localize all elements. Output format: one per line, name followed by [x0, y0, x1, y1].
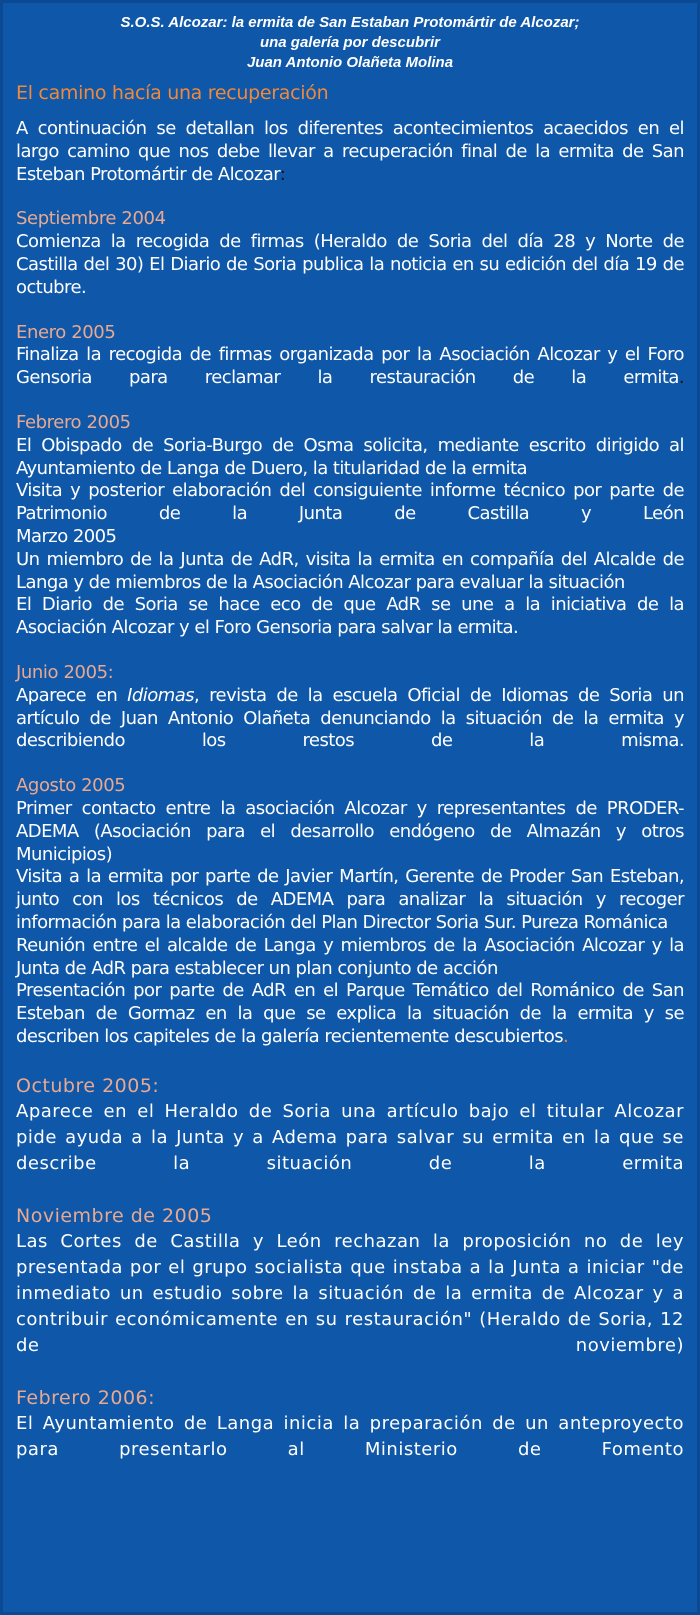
intro-colon: : [279, 163, 286, 185]
entry-text-body: Finaliza la recogida de firmas organizada por la Asociación Alcozar y el Foro Gensoria para reclamar la restauración de la ermita [16, 344, 684, 389]
entry-oct-2005 [16, 1073, 684, 1177]
section-heading: El camino hacía una recuperación [16, 82, 329, 104]
entry-text: Comienza la recogida de firmas (Heraldo de Soria del día 28 y Norte de Castilla del 30) El Diario de Soria publica la noticia en su edición del día 19 de octubre. [16, 231, 684, 298]
entry-ene-2005 [16, 322, 684, 390]
header-title-line1: S.O.S. Alcozar: la ermita de San Estaban Protomártir de Alcozar; [120, 14, 580, 31]
entry-text [16, 685, 684, 753]
intro-paragraph [16, 118, 684, 186]
entry-text-dot: . [563, 1025, 569, 1047]
entry-text: Visita a la ermita por parte de Javier Martín, Gerente de Proder San Esteban, junto con los técnicos de ADEMA para analizar la situación y recoger información para la elaboración del Plan Director Soria Sur. Pureza Románica [16, 866, 684, 933]
entry-text-pre: Aparece en [16, 684, 128, 706]
entry-date: Junio 2005: [16, 661, 114, 683]
entry-text-dot: . [678, 367, 684, 389]
entry-text-body: Presentación por parte de AdR en el Parque Temático del Románico de San Esteban de Gormaz en la que se explica la situación de la ermita y se describen los capiteles de la galería recientemente descubiertos [16, 980, 684, 1047]
entry-nov-2005 [16, 1203, 684, 1359]
header-author: Juan Antonio Olañeta Molina [246, 54, 454, 71]
entry-text [16, 980, 684, 1048]
entry-feb-2006 [16, 1385, 684, 1463]
entry-text: Reunión entre el alcalde de Langa y miembros de la Asociación Alcozar y la Junta de AdR para establecer un plan conjunto de acción [16, 934, 684, 979]
entry-text: El Obispado de Soria-Burgo de Osma solicita, mediante escrito dirigido al Ayuntamiento de Langa de Duero, la titularidad de la ermita [16, 434, 684, 479]
entry-text: Un miembro de la Junta de AdR, visita la ermita en compañía del Alcalde de Langa y de miembros de la Asociación Alcozar para evaluar la situación [16, 548, 684, 593]
entry-text: El Diario de Soria se hace eco de que AdR se une a la iniciativa de la Asociación Alcozar y el Foro Gensoria para salvar la ermita. [16, 594, 684, 639]
entry-jun-2005 [16, 662, 684, 753]
entry-feb-2005 [16, 412, 684, 640]
header-title-line2: una galería por descubrir [259, 34, 441, 51]
entry-text: Las Cortes de Castilla y León rechazan la proposición no de ley presentada por el grupo socialista que instaba a la Junta a iniciar "de inmediato un estudio sobre la situación de la ermita de Alcozar y a contribuir económicamente en su restauración" (Heraldo de Soria, 12 de noviembre) [16, 1230, 684, 1356]
entry-text: Visita y posterior elaboración del consiguiente informe técnico por parte de Patrimonio de la Junta de Castilla y León [16, 480, 684, 525]
entry-date: Febrero 2005 [16, 411, 131, 433]
entry-ago-2005 [16, 775, 684, 1049]
entry-text [16, 344, 684, 390]
entry-date: Noviembre de 2005 [16, 1204, 213, 1227]
entry-date: Octubre 2005: [16, 1074, 160, 1097]
entry-text-magazine: Idiomas [127, 684, 195, 706]
entry-text: El Ayuntamiento de Langa inicia la preparación de un anteproyecto para presentarlo al Ministerio de Fomento [16, 1412, 684, 1460]
entry-date: Agosto 2005 [16, 775, 126, 797]
intro-text: A continuación se detallan los diferentes acontecimientos acaecidos en el largo camino que nos debe llevar a recuperación final de la ermita de San Esteban Protomártir de Alcozar [16, 118, 684, 185]
article-header [16, 13, 684, 73]
entry-text-marzo: Marzo 2005 [16, 525, 117, 547]
entry-text: Aparece en el Heraldo de Soria una artículo bajo el titular Alcozar pide ayuda a la Junta y a Adema para salvar su ermita en la que se describe la situación de la ermita [16, 1100, 684, 1174]
entry-text: Primer contacto entre la asociación Alcozar y representantes de PRODER-ADEMA (Asociación para el desarrollo endógeno de Almazán y otros Municipios) [16, 797, 684, 865]
entry-date: Febrero 2006: [16, 1386, 156, 1409]
entry-sep-2004 [16, 208, 684, 299]
entry-text-post: , revista de la escuela Oficial de Idiomas de Soria un artículo de Juan Antonio Olañeta denunciando la situación de la ermita y describiendo los restos de la misma. [16, 684, 684, 752]
entry-date: Septiembre 2004 [16, 208, 166, 230]
entry-date: Enero 2005 [16, 321, 116, 343]
